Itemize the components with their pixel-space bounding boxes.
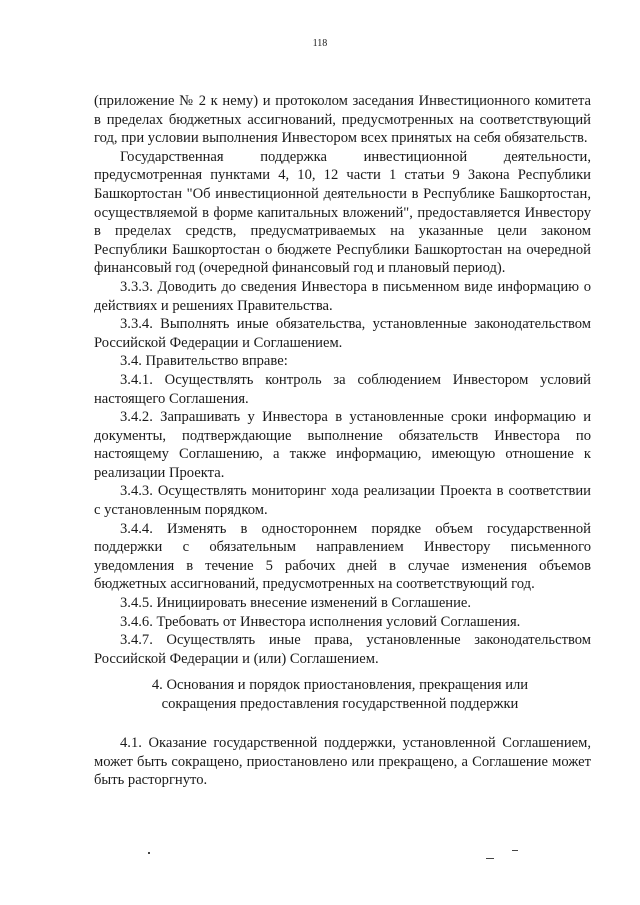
paragraph: 3.4.3. Осуществлять мониторинг хода реализации Проекта в соответствии с установленным порядком. xyxy=(94,483,591,519)
paragraph: Государственная поддержка инвестиционной деятельности, предусмотренная пунктами 4, 10, 12 части 1 статьи 9 Закона Республики Башкортостан "Об инвестиционной деятельности в Республике Башкортостан, осуществляемой в форме капитальных вложений", предоставляется Инвестору в пределах средств, предусматриваемых на указанные цели законом Республики Башкортостан о бюджете Республики Башкортостан на очередной финансовый год (очередной финансовый год и плановый период). xyxy=(94,148,591,277)
paragraph: 3.4. Правительство вправе: xyxy=(120,353,288,370)
paragraph: 3.4.2. Запрашивать у Инвестора в установленные сроки информацию и документы, подтверждающие выполнение обязательств Инвестора по настоящему Соглашению, а также информацию, имеющую отношение к реализации Проекта. xyxy=(94,409,591,481)
paragraph: 3.4.6. Требовать от Инвестора исполнения условий Соглашения. xyxy=(120,613,521,630)
section-body xyxy=(94,734,591,790)
paragraph: 3.4.1. Осуществлять контроль за соблюдением Инвестором условий настоящего Соглашения. xyxy=(94,371,591,407)
body-text xyxy=(94,92,591,668)
section-heading xyxy=(120,676,560,714)
scan-artifact xyxy=(148,852,150,854)
page-number: 118 xyxy=(312,38,328,49)
section-heading-line: сокращения предоставления государственной поддержки xyxy=(161,696,519,712)
paragraph: 3.4.5. Инициировать внесение изменений в Соглашение. xyxy=(120,595,472,612)
paragraph: 4.1. Оказание государственной поддержки, установленной Соглашением, может быть сокращено, приостановлено или прекращено, а Соглашение может быть расторгнуто. xyxy=(94,735,591,789)
section-heading-line: 4. Основания и порядок приостановления, прекращения или xyxy=(151,677,529,693)
paragraph: 3.3.3. Доводить до сведения Инвестора в письменном виде информацию о действиях и решениях Правительства. xyxy=(94,278,591,314)
paragraph: 3.4.7. Осуществлять иные права, установленные законодательством Российской Федерации и (или) Соглашением. xyxy=(94,632,591,667)
scan-artifact xyxy=(486,858,494,859)
paragraph: 3.3.4. Выполнять иные обязательства, установленные законодательством Российской Федерации и Соглашением. xyxy=(94,316,591,351)
scan-artifact xyxy=(512,850,518,851)
paragraph: (приложение № 2 к нему) и протоколом заседания Инвестиционного комитета в пределах бюджетных ассигнований, предусмотренных на соответствующий год, при условии выполнения Инвестором всех принятых на себя обязательств. xyxy=(94,93,591,147)
paragraph: 3.4.4. Изменять в одностороннем порядке объем государственной поддержки с обязательным направлением Инвестору письменного уведомления в течение 5 рабочих дней в случае изменения объемов бюджетных ассигнований, предусмотренных на соответствующий год. xyxy=(94,520,591,593)
